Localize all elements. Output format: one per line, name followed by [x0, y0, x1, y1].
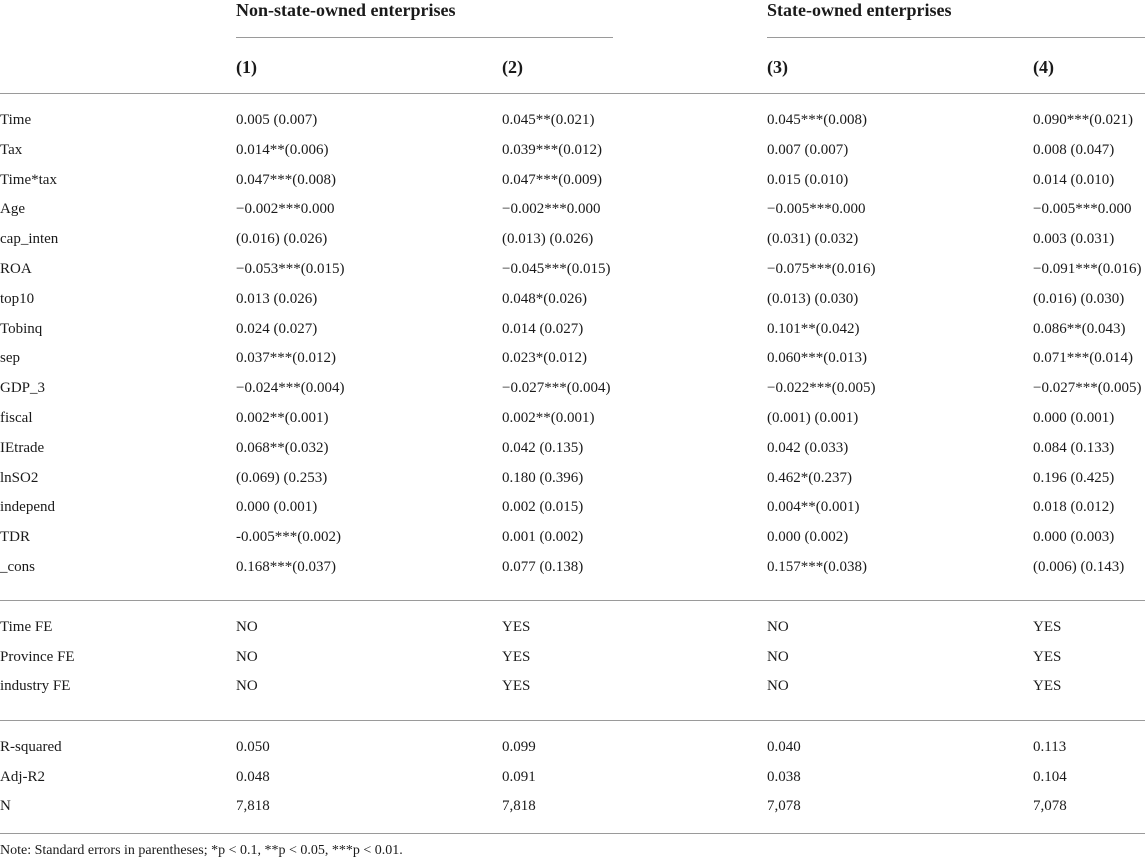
- coef-row-cell-col3: 0.060***(0.013): [767, 350, 867, 367]
- stat-row-cell-col4: 0.113: [1033, 739, 1067, 755]
- coef-row-cell-col2: 0.014 (0.027): [502, 320, 584, 337]
- coef-row-cell-col1: 0.047***(0.008): [236, 171, 336, 188]
- coef-row-cell-col3: −0.075***(0.016): [767, 261, 876, 277]
- fe-row-cell-col2: YES: [502, 648, 531, 665]
- coef-row-label: sep: [0, 350, 20, 367]
- coef-row-cell-col2: −0.027***(0.004): [502, 380, 611, 397]
- stat-row-cell-col2: 7,818: [502, 798, 536, 814]
- coef-row-cell-col2: 0.048*(0.026): [502, 290, 587, 307]
- fe-row-cell-col1: NO: [236, 619, 258, 635]
- group-header-non-state: Non-state-owned enterprises: [236, 0, 456, 20]
- coef-row-cell-col1: 0.013 (0.026): [236, 290, 318, 307]
- fe-row-cell-col1: NO: [236, 648, 258, 665]
- stat-row-label: R-squared: [0, 739, 62, 755]
- coef-row-cell-col3: (0.031) (0.032): [767, 231, 859, 248]
- coef-row-label: ROA: [0, 261, 32, 277]
- coef-row-cell-col4: 0.000 (0.003): [1033, 529, 1115, 546]
- fe-row-cell-col2: YES: [502, 678, 531, 694]
- column-header-1: (1): [236, 57, 257, 77]
- coef-row-cell-col3: −0.022***(0.005): [767, 380, 876, 397]
- header-rule: [0, 93, 1145, 94]
- coef-row-label: _cons: [0, 559, 35, 575]
- coef-row-cell-col4: −0.027***(0.005): [1033, 380, 1142, 397]
- stat-row-label: N: [0, 798, 11, 814]
- coef-row-cell-col2: 0.001 (0.002): [502, 529, 584, 546]
- coef-row-cell-col4: 0.196 (0.425): [1033, 469, 1115, 486]
- coef-row-cell-col3: (0.001) (0.001): [767, 410, 859, 426]
- coef-row-cell-col3: 0.004**(0.001): [767, 499, 860, 516]
- coef-row-cell-col4: 0.000 (0.001): [1033, 410, 1115, 426]
- stat-row-cell-col4: 7,078: [1033, 798, 1067, 814]
- coef-row-cell-col3: 0.015 (0.010): [767, 171, 849, 188]
- coef-row-label: IEtrade: [0, 439, 45, 456]
- coef-row-cell-col3: 0.000 (0.002): [767, 529, 849, 546]
- coef-row-label: fiscal: [0, 410, 33, 426]
- stat-row-cell-col2: 0.099: [502, 739, 536, 755]
- coef-row-cell-col2: −0.045***(0.015): [502, 261, 611, 277]
- coef-row-cell-col4: (0.016) (0.030): [1033, 290, 1125, 307]
- coef-row-cell-col2: 0.002**(0.001): [502, 410, 595, 426]
- group-rule-non-state: [236, 37, 613, 38]
- coef-row-cell-col3: 0.045***(0.008): [767, 112, 867, 128]
- stat-row-cell-col4: 0.104: [1033, 768, 1067, 785]
- coef-row-cell-col4: 0.003 (0.031): [1033, 231, 1115, 248]
- stat-row-cell-col2: 0.091: [502, 768, 536, 785]
- coef-row-cell-col1: −0.002***0.000: [236, 201, 335, 218]
- coef-row-cell-col1: 0.037***(0.012): [236, 350, 336, 367]
- coef-row-cell-col3: 0.101**(0.042): [767, 320, 860, 337]
- coef-row-cell-col4: (0.006) (0.143): [1033, 559, 1125, 575]
- fe-row-label: Time FE: [0, 619, 53, 635]
- coef-row-cell-col3: −0.005***0.000: [767, 201, 866, 218]
- coef-row-cell-col1: 0.000 (0.001): [236, 499, 318, 516]
- fe-row-cell-col4: YES: [1033, 648, 1062, 665]
- stat-row-cell-col3: 7,078: [767, 798, 801, 814]
- coef-row-cell-col1: (0.016) (0.026): [236, 231, 328, 248]
- coef-row-cell-col3: (0.013) (0.030): [767, 290, 859, 307]
- column-header-4: (4): [1033, 57, 1054, 77]
- coef-row-cell-col2: 0.180 (0.396): [502, 469, 584, 486]
- coef-row-cell-col1: -0.005***(0.002): [236, 529, 341, 546]
- coef-row-cell-col1: 0.014**(0.006): [236, 141, 329, 158]
- coef-row-cell-col1: 0.005 (0.007): [236, 112, 318, 128]
- coef-row-label: independ: [0, 499, 55, 516]
- coef-row-cell-col2: 0.042 (0.135): [502, 439, 584, 456]
- coef-row-cell-col2: 0.039***(0.012): [502, 141, 602, 158]
- stat-row-label: Adj-R2: [0, 768, 45, 785]
- coef-row-cell-col1: −0.024***(0.004): [236, 380, 345, 397]
- fe-row-cell-col3: NO: [767, 619, 789, 635]
- coef-row-cell-col2: 0.023*(0.012): [502, 350, 587, 367]
- coef-row-cell-col2: 0.002 (0.015): [502, 499, 584, 516]
- fe-row-cell-col1: NO: [236, 678, 258, 694]
- stat-row-cell-col1: 0.048: [236, 768, 270, 785]
- fe-row-cell-col4: YES: [1033, 619, 1062, 635]
- fe-row-cell-col3: NO: [767, 678, 789, 694]
- stats-section-rule: [0, 720, 1145, 721]
- coef-row-label: lnSO2: [0, 469, 39, 486]
- fe-row-cell-col4: YES: [1033, 678, 1062, 694]
- coef-row-label: Age: [0, 201, 25, 218]
- fe-row-label: Province FE: [0, 648, 75, 665]
- coef-row-label: cap_inten: [0, 231, 59, 248]
- coef-row-cell-col1: 0.002**(0.001): [236, 410, 329, 426]
- coef-row-cell-col1: (0.069) (0.253): [236, 469, 328, 486]
- fe-section-rule: [0, 600, 1145, 601]
- coef-row-cell-col2: 0.077 (0.138): [502, 559, 584, 575]
- coef-row-cell-col4: 0.071***(0.014): [1033, 350, 1133, 367]
- coef-row-cell-col3: 0.157***(0.038): [767, 559, 867, 575]
- coef-row-label: Time*tax: [0, 171, 57, 188]
- coef-row-label: Time: [0, 112, 32, 128]
- coef-row-cell-col1: 0.068**(0.032): [236, 439, 329, 456]
- bottom-rule: [0, 833, 1145, 834]
- fe-row-cell-col2: YES: [502, 619, 531, 635]
- coef-row-cell-col3: 0.042 (0.033): [767, 439, 849, 456]
- coef-row-cell-col3: 0.462*(0.237): [767, 469, 852, 486]
- coef-row-cell-col1: 0.168***(0.037): [236, 559, 336, 575]
- coef-row-cell-col1: 0.024 (0.027): [236, 320, 318, 337]
- coef-row-cell-col1: −0.053***(0.015): [236, 261, 345, 277]
- group-rule-state: [767, 37, 1145, 38]
- coef-row-label: Tobinq: [0, 320, 43, 337]
- coef-row-cell-col4: 0.090***(0.021): [1033, 112, 1133, 128]
- coef-row-cell-col4: 0.014 (0.010): [1033, 171, 1115, 188]
- stat-row-cell-col3: 0.040: [767, 739, 801, 755]
- coef-row-label: TDR: [0, 529, 30, 546]
- column-header-3: (3): [767, 57, 788, 77]
- coef-row-cell-col2: −0.002***0.000: [502, 201, 601, 218]
- coef-row-cell-col4: −0.005***0.000: [1033, 201, 1132, 218]
- stat-row-cell-col1: 7,818: [236, 798, 270, 814]
- coef-row-cell-col4: 0.084 (0.133): [1033, 439, 1115, 456]
- coef-row-cell-col4: 0.008 (0.047): [1033, 141, 1115, 158]
- coef-row-label: top10: [0, 290, 35, 307]
- coef-row-cell-col2: 0.047***(0.009): [502, 171, 602, 188]
- coef-row-cell-col4: 0.018 (0.012): [1033, 499, 1115, 516]
- coef-row-cell-col4: 0.086**(0.043): [1033, 320, 1126, 337]
- group-header-state: State-owned enterprises: [767, 0, 952, 20]
- coef-row-label: GDP_3: [0, 380, 46, 397]
- fe-row-cell-col3: NO: [767, 648, 789, 665]
- coef-row-cell-col3: 0.007 (0.007): [767, 141, 849, 158]
- coef-row-cell-col2: 0.045**(0.021): [502, 112, 595, 128]
- coef-row-cell-col2: (0.013) (0.026): [502, 231, 594, 248]
- table-note: Note: Standard errors in parentheses; *p < 0.1, **p < 0.05, ***p < 0.01.: [0, 843, 403, 858]
- stat-row-cell-col1: 0.050: [236, 739, 270, 755]
- stat-row-cell-col3: 0.038: [767, 768, 801, 785]
- coef-row-cell-col4: −0.091***(0.016): [1033, 261, 1142, 277]
- fe-row-label: industry FE: [0, 678, 71, 694]
- coef-row-label: Tax: [0, 141, 23, 158]
- column-header-2: (2): [502, 57, 523, 77]
